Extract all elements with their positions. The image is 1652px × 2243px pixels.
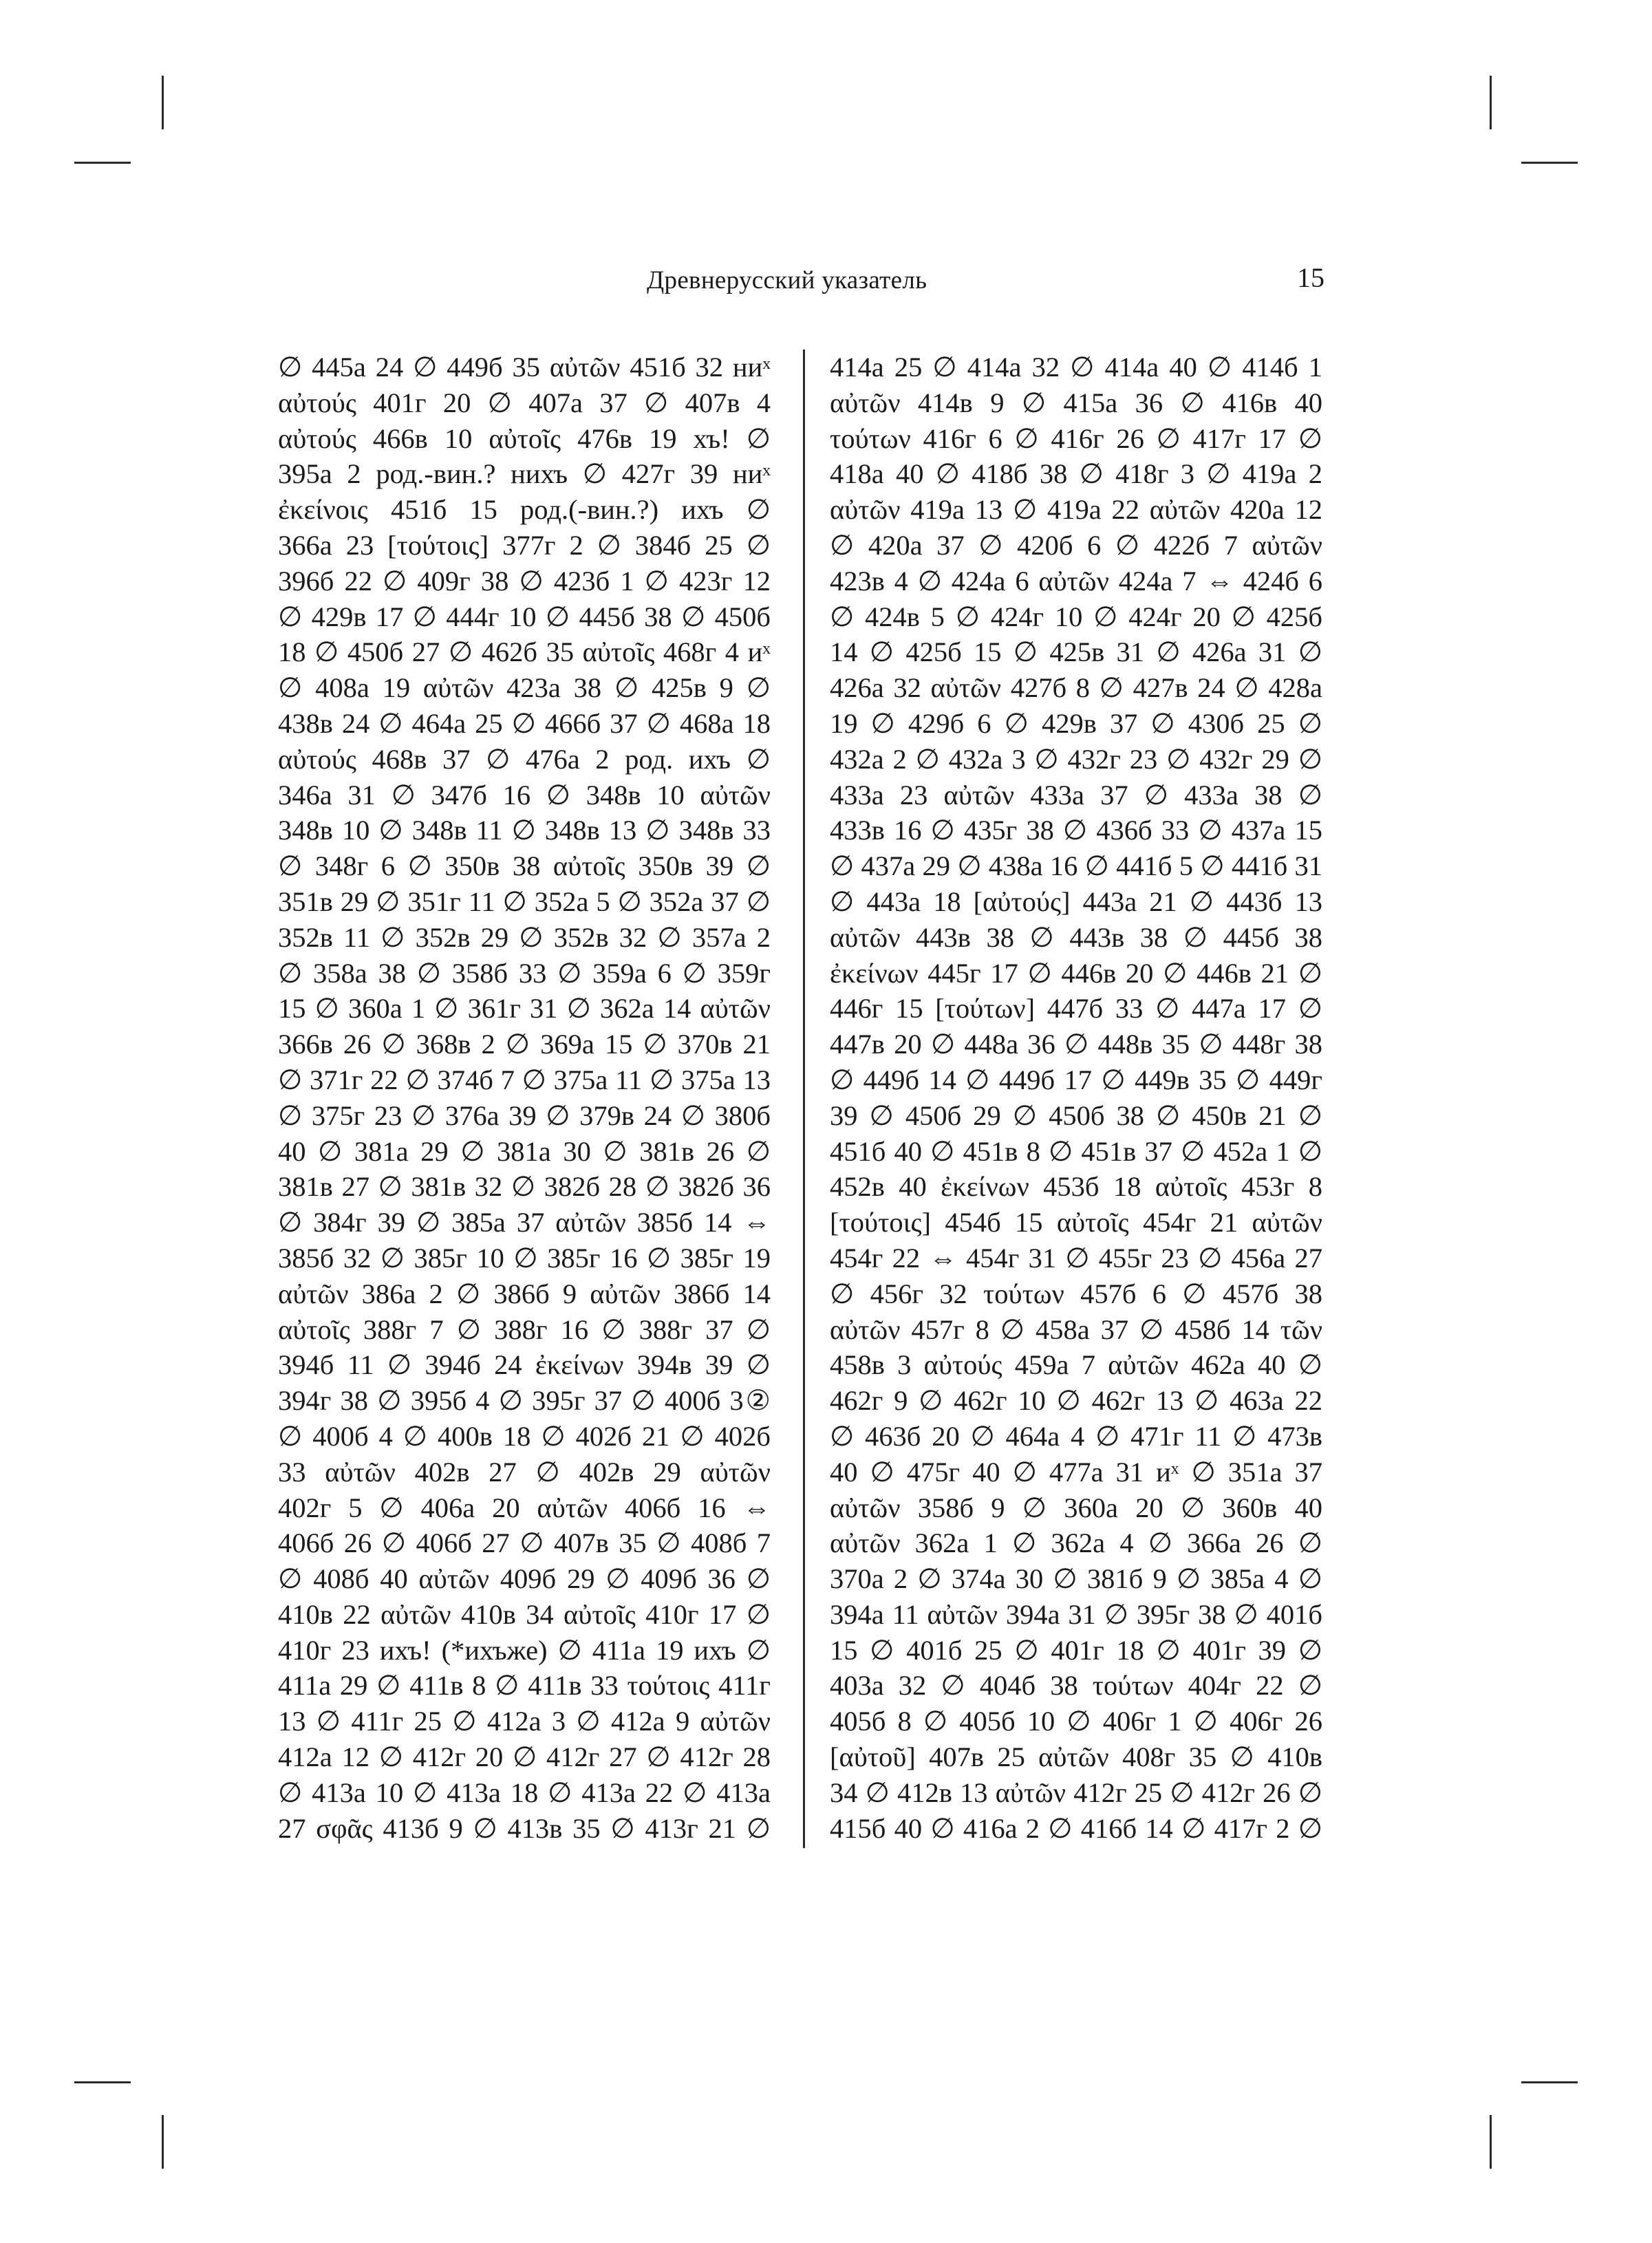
index-line: αὐτῶν 443в 38 ∅ 443в 38 ∅ 445б 38 — [830, 921, 1322, 953]
index-line: ∅ 384г 39 ∅ 385а 37 αὐτῶν 385б 14 ⇔ — [278, 1207, 771, 1238]
index-line: αὐτῶν 362а 1 ∅ 362а 4 ∅ 366а 26 ∅ — [830, 1527, 1322, 1559]
index-line: 19 ∅ 429б 6 ∅ 429в 37 ∅ 430б 25 ∅ — [830, 707, 1322, 739]
index-line: 410г 23 ихъ! (*ихъже) ∅ 411а 19 ихъ ∅ — [278, 1634, 771, 1666]
index-line: ἐκείνων 445г 17 ∅ 446в 20 ∅ 446в 21 ∅ — [830, 957, 1322, 989]
index-line: 414а 25 ∅ 414а 32 ∅ 414а 40 ∅ 414б 1 — [830, 352, 1322, 383]
index-line: 14 ∅ 425б 15 ∅ 425в 31 ∅ 426а 31 ∅ — [830, 636, 1322, 668]
index-line: ∅ 371г 22 ∅ 374б 7 ∅ 375а 11 ∅ 375а 13 — [278, 1064, 771, 1095]
running-title: Древнерусский указатель — [647, 266, 927, 294]
index-line: ∅ 348г 6 ∅ 350в 38 αὐτοῖς 350в 39 ∅ — [278, 850, 771, 882]
index-line: 403а 32 ∅ 404б 38 τούτων 404г 22 ∅ — [830, 1670, 1322, 1702]
index-line: ∅ 437а 29 ∅ 438а 16 ∅ 441б 5 ∅ 441б 31 — [830, 850, 1322, 882]
crop-mark — [74, 2081, 131, 2083]
index-line: 394а 11 αὐτῶν 394а 31 ∅ 395г 38 ∅ 401б — [830, 1598, 1322, 1630]
left-column — [278, 350, 771, 1846]
index-line: 433в 16 ∅ 435г 38 ∅ 436б 33 ∅ 437а 15 — [830, 815, 1322, 846]
index-line: ∅ 443а 18 [αὐτούς] 443а 21 ∅ 443б 13 — [830, 886, 1322, 917]
index-line: αὐτούς 401г 20 ∅ 407а 37 ∅ 407в 4 — [278, 387, 771, 418]
index-line: 451б 40 ∅ 451в 8 ∅ 451в 37 ∅ 452а 1 ∅ — [830, 1135, 1322, 1167]
index-line: ∅ 375г 23 ∅ 376а 39 ∅ 379в 24 ∅ 380б — [278, 1099, 771, 1131]
index-line: 415б 40 ∅ 416а 2 ∅ 416б 14 ∅ 417г 2 ∅ — [830, 1812, 1322, 1844]
index-line: ∅ 445а 24 ∅ 449б 35 αὐτῶν 451б 32 ниˣ — [278, 352, 771, 383]
index-line: ∅ 420а 37 ∅ 420б 6 ∅ 422б 7 αὐτῶν — [830, 529, 1322, 561]
index-line: ∅ 413а 10 ∅ 413а 18 ∅ 413а 22 ∅ 413а — [278, 1777, 771, 1808]
index-line: ∅ 358а 38 ∅ 358б 33 ∅ 359а 6 ∅ 359г — [278, 957, 771, 989]
crop-mark — [162, 2115, 164, 2169]
index-line: ∅ 449б 14 ∅ 449б 17 ∅ 449в 35 ∅ 449г — [830, 1064, 1322, 1095]
right-column — [830, 350, 1322, 1846]
index-line: 410в 22 αὐτῶν 410в 34 αὐτοῖς 410г 17 ∅ — [278, 1598, 771, 1630]
index-line: ∅ 463б 20 ∅ 464а 4 ∅ 471г 11 ∅ 473в — [830, 1420, 1322, 1452]
index-line: 423в 4 ∅ 424а 6 αὐτῶν 424а 7 ⇔ 424б 6 — [830, 565, 1322, 597]
index-line: 15 ∅ 360а 1 ∅ 361г 31 ∅ 362а 14 αὐτῶν — [278, 993, 771, 1024]
index-line: 13 ∅ 411г 25 ∅ 412а 3 ∅ 412а 9 αὐτῶν — [278, 1706, 771, 1737]
index-line: 33 αὐτῶν 402в 27 ∅ 402в 29 αὐτῶν — [278, 1456, 771, 1488]
index-line: αὐτοῖς 388г 7 ∅ 388г 16 ∅ 388г 37 ∅ — [278, 1313, 771, 1345]
index-line: 394б 11 ∅ 394б 24 ἐκείνων 394в 39 ∅ — [278, 1349, 771, 1381]
index-line: αὐτῶν 457г 8 ∅ 458а 37 ∅ 458б 14 τῶν — [830, 1313, 1322, 1345]
index-line: 458в 3 αὐτούς 459а 7 αὐτῶν 462а 40 ∅ — [830, 1349, 1322, 1381]
index-line: 396б 22 ∅ 409г 38 ∅ 423б 1 ∅ 423г 12 — [278, 565, 771, 597]
index-line: 39 ∅ 450б 29 ∅ 450б 38 ∅ 450в 21 ∅ — [830, 1099, 1322, 1131]
index-line: 346а 31 ∅ 347б 16 ∅ 348в 10 αὐτῶν — [278, 779, 771, 811]
index-line: 370а 2 ∅ 374а 30 ∅ 381б 9 ∅ 385а 4 ∅ — [830, 1563, 1322, 1595]
index-line: 462г 9 ∅ 462г 10 ∅ 462г 13 ∅ 463а 22 — [830, 1385, 1322, 1417]
crop-mark — [1490, 2115, 1492, 2169]
index-line: 381в 27 ∅ 381в 32 ∅ 382б 28 ∅ 382б 36 — [278, 1171, 771, 1203]
crop-mark — [74, 162, 131, 164]
index-line: 405б 8 ∅ 405б 10 ∅ 406г 1 ∅ 406г 26 — [830, 1706, 1322, 1737]
index-line: 394г 38 ∅ 395б 4 ∅ 395г 37 ∅ 400б 3② — [278, 1385, 771, 1417]
index-line: αὐτῶν 358б 9 ∅ 360а 20 ∅ 360в 40 — [830, 1492, 1322, 1523]
index-line: 447в 20 ∅ 448а 36 ∅ 448в 35 ∅ 448г 38 — [830, 1029, 1322, 1060]
index-line: 454г 22 ⇔ 454г 31 ∅ 455г 23 ∅ 456а 27 — [830, 1242, 1322, 1274]
crop-mark — [1490, 76, 1492, 129]
index-line: [τούτοις] 454б 15 αὐτοῖς 454г 21 αὐτῶν — [830, 1207, 1322, 1238]
index-line: ∅ 424в 5 ∅ 424г 10 ∅ 424г 20 ∅ 425б — [830, 601, 1322, 632]
index-line: 432а 2 ∅ 432а 3 ∅ 432г 23 ∅ 432г 29 ∅ — [830, 743, 1322, 775]
column-divider — [803, 350, 805, 1848]
index-line: αὐτούς 468в 37 ∅ 476а 2 род. ихъ ∅ — [278, 743, 771, 775]
index-line: 27 σφᾶς 413б 9 ∅ 413в 35 ∅ 413г 21 ∅ — [278, 1812, 771, 1844]
crop-mark — [1521, 162, 1578, 164]
index-line: 366в 26 ∅ 368в 2 ∅ 369а 15 ∅ 370в 21 — [278, 1029, 771, 1060]
index-line: αὐτούς 466в 10 αὐτοῖς 476в 19 хъ! ∅ — [278, 422, 771, 454]
index-line: αὐτῶν 414в 9 ∅ 415а 36 ∅ 416в 40 — [830, 387, 1322, 418]
index-line: 426а 32 αὐτῶν 427б 8 ∅ 427в 24 ∅ 428а — [830, 672, 1322, 704]
index-line: ∅ 429в 17 ∅ 444г 10 ∅ 445б 38 ∅ 450б — [278, 601, 771, 632]
index-line: ∅ 408б 40 αὐτῶν 409б 29 ∅ 409б 36 ∅ — [278, 1563, 771, 1595]
index-line: 18 ∅ 450б 27 ∅ 462б 35 αὐτοῖς 468г 4 иˣ — [278, 636, 771, 668]
index-line: ∅ 408а 19 αὐτῶν 423а 38 ∅ 425в 9 ∅ — [278, 672, 771, 704]
index-line: τούτων 416г 6 ∅ 416г 26 ∅ 417г 17 ∅ — [830, 422, 1322, 454]
index-line: 402г 5 ∅ 406а 20 αὐτῶν 406б 16 ⇔ — [278, 1492, 771, 1523]
index-line: 15 ∅ 401б 25 ∅ 401г 18 ∅ 401г 39 ∅ — [830, 1634, 1322, 1666]
index-line: αὐτῶν 419а 13 ∅ 419а 22 αὐτῶν 420а 12 — [830, 494, 1322, 526]
index-line: 40 ∅ 475г 40 ∅ 477а 31 иˣ ∅ 351а 37 — [830, 1456, 1322, 1488]
index-line: ∅ 456г 32 τούτων 457б 6 ∅ 457б 38 — [830, 1278, 1322, 1309]
index-line: 411а 29 ∅ 411в 8 ∅ 411в 33 τούτοις 411г — [278, 1670, 771, 1702]
index-line: 406б 26 ∅ 406б 27 ∅ 407в 35 ∅ 408б 7 — [278, 1527, 771, 1559]
index-line: 352в 11 ∅ 352в 29 ∅ 352в 32 ∅ 357а 2 — [278, 921, 771, 953]
index-line: 34 ∅ 412в 13 αὐτῶν 412г 25 ∅ 412г 26 ∅ — [830, 1777, 1322, 1808]
index-line: 395а 2 род.-вин.? нихъ ∅ 427г 39 ниˣ — [278, 458, 771, 490]
index-line: 385б 32 ∅ 385г 10 ∅ 385г 16 ∅ 385г 19 — [278, 1242, 771, 1274]
index-line: [αὐτοῦ] 407в 25 αὐτῶν 408г 35 ∅ 410в — [830, 1741, 1322, 1773]
index-line: ∅ 400б 4 ∅ 400в 18 ∅ 402б 21 ∅ 402б — [278, 1420, 771, 1452]
index-line: αὐτῶν 386а 2 ∅ 386б 9 αὐτῶν 386б 14 — [278, 1278, 771, 1309]
index-line: 351в 29 ∅ 351г 11 ∅ 352а 5 ∅ 352а 37 ∅ — [278, 886, 771, 917]
index-line: 412а 12 ∅ 412г 20 ∅ 412г 27 ∅ 412г 28 — [278, 1741, 771, 1773]
crop-mark — [162, 76, 164, 129]
crop-mark — [1521, 2081, 1578, 2083]
page-number: 15 — [1297, 262, 1324, 293]
index-line: 366а 23 [τούτοις] 377г 2 ∅ 384б 25 ∅ — [278, 529, 771, 561]
index-line: 438в 24 ∅ 464а 25 ∅ 466б 37 ∅ 468а 18 — [278, 707, 771, 739]
index-line: 452в 40 ἐκείνων 453б 18 αὐτοῖς 453г 8 — [830, 1171, 1322, 1203]
index-line: 418а 40 ∅ 418б 38 ∅ 418г 3 ∅ 419а 2 — [830, 458, 1322, 490]
index-line: 348в 10 ∅ 348в 11 ∅ 348в 13 ∅ 348в 33 — [278, 815, 771, 846]
index-line: ἐκείνοις 451б 15 род.(-вин.?) ихъ ∅ — [278, 494, 771, 526]
index-line: 446г 15 [τούτων] 447б 33 ∅ 447а 17 ∅ — [830, 993, 1322, 1024]
index-line: 40 ∅ 381а 29 ∅ 381а 30 ∅ 381в 26 ∅ — [278, 1135, 771, 1167]
index-line: 433а 23 αὐτῶν 433а 37 ∅ 433а 38 ∅ — [830, 779, 1322, 811]
